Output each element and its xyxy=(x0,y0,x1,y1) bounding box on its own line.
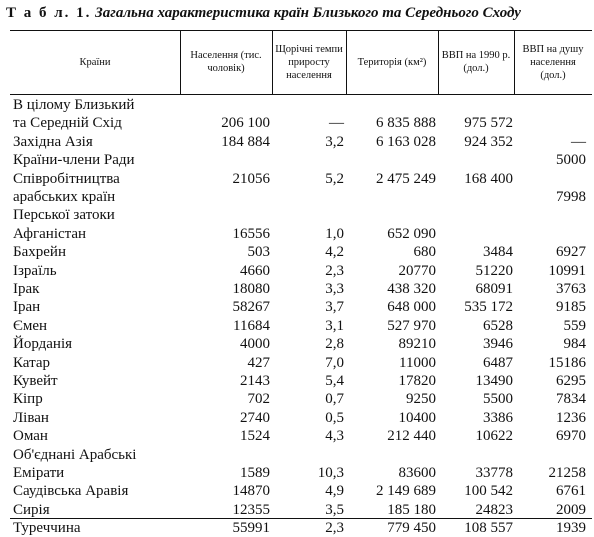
territory-cell: 83600 xyxy=(398,465,436,481)
gdp-per-capita-cell: 1939 xyxy=(556,520,586,537)
country-cell: Оман xyxy=(13,428,48,445)
gdp-per-capita-cell: 5000 xyxy=(556,152,586,169)
gdp-per-capita-cell xyxy=(516,206,586,224)
growth-rate-cell: 2,3 xyxy=(325,262,344,279)
population-cell: 55991 xyxy=(232,520,270,537)
table-row xyxy=(10,446,592,464)
growth-rate-cell: 3,5 xyxy=(325,501,344,518)
table-row xyxy=(10,243,592,261)
population-cell: 1524 xyxy=(240,428,270,445)
table-row xyxy=(10,372,592,390)
territory-cell: 9250 xyxy=(406,391,436,408)
population-cell: 58267 xyxy=(232,299,270,316)
growth-rate-cell xyxy=(274,188,344,206)
territory-cell xyxy=(348,188,436,206)
table-row xyxy=(10,354,592,372)
population-cell xyxy=(182,96,270,114)
gdp-cell: 108 557 xyxy=(464,520,513,537)
country-cell: Ємен xyxy=(13,317,48,334)
population-cell: 21056 xyxy=(232,170,270,187)
table-row xyxy=(10,114,592,132)
territory-cell: 680 xyxy=(413,244,436,261)
gdp-cell: 51220 xyxy=(475,262,513,279)
country-cell: Перської затоки xyxy=(13,207,115,224)
table-row xyxy=(10,317,592,335)
growth-rate-cell: 1,0 xyxy=(325,225,344,242)
gdp-cell xyxy=(440,206,513,224)
table-row xyxy=(10,225,592,243)
gdp-per-capita-cell: 15186 xyxy=(548,354,586,371)
population-cell: 2740 xyxy=(240,409,270,426)
gdp-per-capita-cell: 10991 xyxy=(548,262,586,279)
table-row xyxy=(10,280,592,298)
table-row xyxy=(10,482,592,500)
gdp-per-capita-cell: 1236 xyxy=(556,409,586,426)
growth-rate-cell xyxy=(274,151,344,169)
gdp-per-capita-cell: 7998 xyxy=(556,189,586,205)
territory-cell: 212 440 xyxy=(387,428,436,445)
header-bottom-rule xyxy=(10,94,592,95)
population-cell xyxy=(182,188,270,206)
header-country: Країни xyxy=(79,56,111,68)
country-cell: Саудівська Аравія xyxy=(13,483,129,500)
table-label: Т а б л. 1. xyxy=(6,5,92,21)
population-cell: 2143 xyxy=(240,373,270,389)
data-table xyxy=(10,30,592,537)
table-row xyxy=(10,262,592,280)
growth-rate-cell xyxy=(274,206,344,224)
gdp-cell: 68091 xyxy=(475,281,513,297)
table-title: Загальна характеристика країн Близького та Середнього Сходу xyxy=(95,5,521,21)
gdp-per-capita-cell: 3763 xyxy=(556,281,586,297)
growth-rate-cell: 3,2 xyxy=(325,133,344,150)
table-row xyxy=(10,170,592,188)
growth-rate-cell: — xyxy=(329,115,344,132)
territory-cell: 652 090 xyxy=(387,225,436,242)
gdp-per-capita-cell xyxy=(516,446,586,464)
country-cell: Сирія xyxy=(13,501,50,518)
country-cell: Країни-члени Ради xyxy=(13,152,135,169)
table-bottom-rule xyxy=(10,518,592,519)
territory-cell: 89210 xyxy=(398,336,436,353)
table-row xyxy=(10,133,592,151)
gdp-per-capita-cell: 6927 xyxy=(556,244,586,261)
territory-cell: 779 450 xyxy=(387,520,436,537)
growth-rate-cell: 3,7 xyxy=(325,299,344,316)
territory-cell: 648 000 xyxy=(387,299,436,316)
growth-rate-cell: 0,7 xyxy=(325,391,344,408)
gdp-cell: 168 400 xyxy=(464,170,513,187)
country-cell: Ірак xyxy=(13,281,40,297)
table-row xyxy=(10,96,592,114)
population-cell: 184 884 xyxy=(221,133,270,150)
growth-rate-cell: 4,9 xyxy=(325,483,344,500)
header-gdp-per-capita: ВВП на душу населення (дол.) xyxy=(522,43,584,81)
gdp-per-capita-cell: 6761 xyxy=(556,483,586,500)
population-cell: 1589 xyxy=(240,465,270,481)
population-cell: 4000 xyxy=(240,336,270,353)
territory-cell: 438 320 xyxy=(387,281,436,297)
gdp-per-capita-cell: 9185 xyxy=(556,299,586,316)
table-row xyxy=(10,464,592,482)
country-cell: Співробітництва xyxy=(13,170,120,187)
territory-cell: 6 835 888 xyxy=(376,115,436,132)
header-territory: Територія (км²) xyxy=(357,56,427,68)
growth-rate-cell: 10,3 xyxy=(317,465,344,481)
population-cell: 11684 xyxy=(233,317,270,334)
table-row xyxy=(10,206,592,224)
country-cell: Кувейт xyxy=(13,373,58,389)
population-cell xyxy=(182,151,270,169)
gdp-cell: 10622 xyxy=(475,428,513,445)
country-cell: арабських країн xyxy=(13,189,116,205)
population-cell: 702 xyxy=(247,391,270,408)
table-row xyxy=(10,501,592,519)
country-cell: Ізраїль xyxy=(13,262,57,279)
territory-cell: 2 149 689 xyxy=(376,483,436,500)
population-cell: 16556 xyxy=(232,225,270,242)
country-cell: Йорданія xyxy=(13,336,73,353)
gdp-cell: 6487 xyxy=(483,354,513,371)
growth-rate-cell: 5,4 xyxy=(325,373,344,389)
country-cell: Ліван xyxy=(13,409,49,426)
gdp-per-capita-cell: 21258 xyxy=(548,465,586,481)
header-gdp: ВВП на 1990 р. (дол.) xyxy=(441,50,511,74)
gdp-per-capita-cell xyxy=(516,114,586,132)
population-cell: 4660 xyxy=(240,262,270,279)
territory-cell xyxy=(348,446,436,464)
country-cell: Західна Азія xyxy=(13,133,93,150)
gdp-cell: 535 172 xyxy=(464,299,513,316)
header-population: Населення (тис. чоловік) xyxy=(190,50,262,74)
population-cell: 18080 xyxy=(232,281,270,297)
territory-cell xyxy=(348,96,436,114)
population-cell: 12355 xyxy=(232,501,270,518)
country-cell: Об'єднані Арабські xyxy=(13,446,137,463)
gdp-cell: 100 542 xyxy=(464,483,513,500)
header-growth-rate: Щорічні темпи приросту населення xyxy=(275,43,343,81)
gdp-cell: 3946 xyxy=(483,336,513,353)
gdp-cell: 13490 xyxy=(475,373,513,389)
population-cell xyxy=(182,446,270,464)
territory-cell: 17820 xyxy=(398,373,436,389)
territory-cell: 527 970 xyxy=(387,317,436,334)
gdp-cell: 975 572 xyxy=(464,115,513,132)
gdp-cell: 6528 xyxy=(483,317,513,334)
territory-cell: 10400 xyxy=(398,409,436,426)
gdp-per-capita-cell: 7834 xyxy=(556,391,586,408)
growth-rate-cell: 4,3 xyxy=(325,428,344,445)
gdp-cell xyxy=(440,188,513,206)
country-cell: Кіпр xyxy=(13,391,43,408)
gdp-per-capita-cell: 6970 xyxy=(556,428,586,445)
gdp-cell: 33778 xyxy=(475,465,513,481)
territory-cell: 11000 xyxy=(399,354,436,371)
territory-cell xyxy=(348,151,436,169)
table-row xyxy=(10,151,592,169)
growth-rate-cell: 3,3 xyxy=(325,281,344,297)
table-row xyxy=(10,298,592,316)
country-cell: та Середній Схід xyxy=(13,115,122,132)
country-cell: Емірати xyxy=(13,465,65,481)
gdp-cell xyxy=(440,96,513,114)
table-row xyxy=(10,335,592,353)
gdp-cell: 3484 xyxy=(483,244,513,261)
growth-rate-cell: 5,2 xyxy=(325,170,344,187)
country-cell: Бахрейн xyxy=(13,244,66,261)
gdp-per-capita-cell xyxy=(516,170,586,188)
growth-rate-cell: 4,2 xyxy=(325,244,344,261)
table-row xyxy=(10,188,592,206)
gdp-per-capita-cell: 2009 xyxy=(556,501,586,518)
gdp-cell: 24823 xyxy=(475,501,513,518)
table-row xyxy=(10,427,592,445)
country-cell: Туреччина xyxy=(13,520,81,537)
territory-cell: 185 180 xyxy=(387,501,436,518)
country-cell: Афганістан xyxy=(13,225,87,242)
growth-rate-cell: 3,1 xyxy=(325,317,344,334)
country-cell: Іран xyxy=(13,299,41,316)
growth-rate-cell: 2,8 xyxy=(325,336,344,353)
growth-rate-cell: 2,3 xyxy=(325,520,344,537)
growth-rate-cell: 0,5 xyxy=(325,409,344,426)
population-cell: 14870 xyxy=(232,483,270,500)
gdp-per-capita-cell: 6295 xyxy=(556,373,586,389)
growth-rate-cell xyxy=(274,446,344,464)
gdp-per-capita-cell: 559 xyxy=(563,317,586,334)
table-row xyxy=(10,390,592,408)
gdp-cell xyxy=(440,446,513,464)
gdp-per-capita-cell: — xyxy=(571,133,586,150)
gdp-cell xyxy=(440,225,513,243)
country-cell: Катар xyxy=(13,354,50,371)
population-cell: 427 xyxy=(247,354,270,371)
country-cell: В цілому Близький xyxy=(13,97,135,113)
gdp-cell xyxy=(440,151,513,169)
gdp-cell: 924 352 xyxy=(464,133,513,150)
territory-cell: 20770 xyxy=(398,262,436,279)
growth-rate-cell: 7,0 xyxy=(325,354,344,371)
table-row xyxy=(10,409,592,427)
table-caption xyxy=(6,2,591,24)
gdp-per-capita-cell xyxy=(516,96,586,114)
population-cell xyxy=(182,206,270,224)
gdp-cell: 5500 xyxy=(483,391,513,408)
territory-cell xyxy=(348,206,436,224)
table-row xyxy=(10,519,592,537)
territory-cell: 6 163 028 xyxy=(376,133,436,150)
gdp-per-capita-cell xyxy=(516,225,586,243)
gdp-per-capita-cell: 984 xyxy=(563,336,586,353)
gdp-cell: 3386 xyxy=(483,409,513,426)
growth-rate-cell xyxy=(274,96,344,114)
territory-cell: 2 475 249 xyxy=(376,170,436,187)
population-cell: 206 100 xyxy=(221,115,270,132)
population-cell: 503 xyxy=(247,244,270,261)
